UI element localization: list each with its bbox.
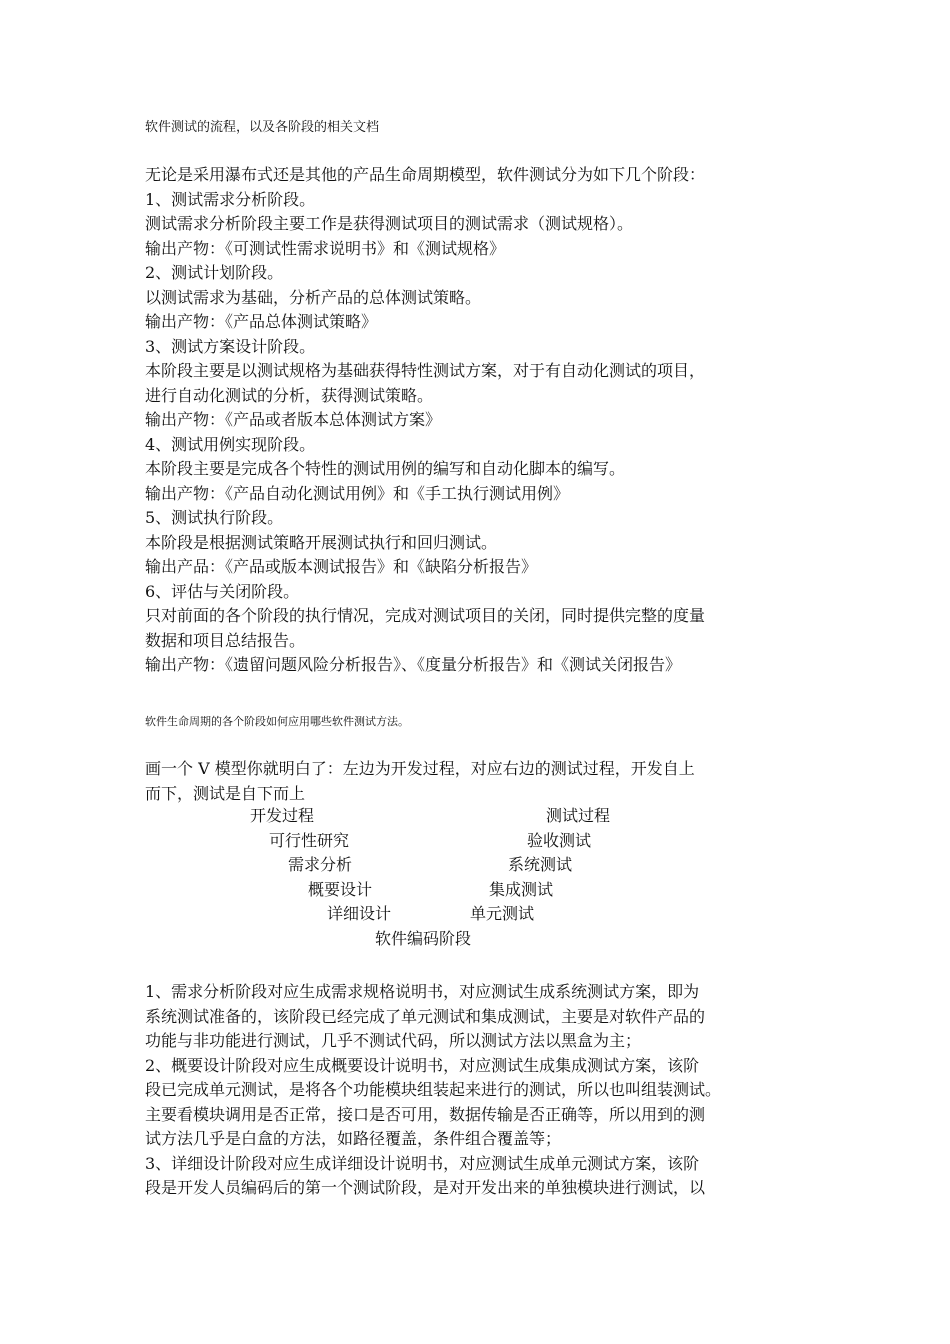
paragraph-line: 输出产品：《产品或版本测试报告》和《缺陷分析报告》	[145, 557, 538, 576]
paragraph-line: 无论是采用瀑布式还是其他的产品生命周期模型，软件测试分为如下几个阶段：	[145, 165, 706, 184]
v-right-test-process: 测试过程	[546, 806, 611, 825]
paragraph-line: 数据和项目总结报告。	[145, 630, 306, 650]
paragraph-line: 2、概要设计阶段对应生成概要设计说明书，对应测试生成集成测试方案，该阶	[145, 1055, 700, 1075]
paragraph-line: 画一个 V 模型你就明白了：左边为开发过程，对应右边的测试过程，开发自上	[145, 759, 695, 778]
section-test-process	[145, 163, 805, 678]
paragraph-line: 而下，测试是自下而上	[145, 783, 306, 803]
paragraph-line: 试方法几乎是白盒的方法，如路径覆盖，条件组合覆盖等；	[145, 1129, 562, 1148]
v-left-detailed-design: 详细设计	[327, 904, 392, 923]
v-left-requirements: 需求分析	[288, 855, 353, 874]
paragraph-line: 输出产物：《产品自动化测试用例》和《手工执行测试用例》	[145, 483, 570, 503]
paragraph-line: 进行自动化测试的分析，获得测试策略。	[145, 385, 434, 405]
v-left-dev-process: 开发过程	[250, 806, 315, 825]
paragraph-line: 6、评估与关闭阶段。	[145, 581, 300, 601]
paragraph-line: 1、测试需求分析阶段。	[145, 189, 316, 209]
paragraph-line: 功能与非功能进行测试，几乎不测试代码，所以测试方法以黑盒为主；	[145, 1031, 642, 1050]
v-bottom-coding: 软件编码阶段	[375, 929, 472, 948]
paragraph-line: 输出产物：《产品总体测试策略》	[145, 312, 378, 331]
paragraph-line: 5、测试执行阶段。	[145, 508, 284, 527]
paragraph-line: 本阶段主要是完成各个特性的测试用例的编写和自动化脚本的编写。	[145, 459, 626, 478]
section-heading: 软件生命周期的各个阶段如何应用哪些软件测试方法。	[145, 715, 409, 728]
paragraph-line: 只对前面的各个阶段的执行情况，完成对测试项目的关闭，同时提供完整的度量	[145, 606, 706, 625]
v-right-integration-test: 集成测试	[489, 880, 554, 899]
paragraph-line: 2、测试计划阶段。	[145, 263, 284, 282]
paragraph-line: 本阶段主要是以测试规格为基础获得特性测试方案，对于有自动化测试的项目，	[145, 361, 706, 380]
paragraph-line: 段已完成单元测试，是将各个功能模块组装起来进行的测试，所以也叫组装测试。	[145, 1080, 722, 1099]
paragraph-line: 段是开发人员编码后的第一个测试阶段，是对开发出来的单独模块进行测试，以	[145, 1178, 706, 1197]
paragraph-line: 4、测试用例实现阶段。	[145, 434, 316, 454]
section-methods	[145, 980, 805, 1201]
v-model-intro	[145, 757, 805, 806]
paragraph-line: 1、需求分析阶段对应生成需求规格说明书，对应测试生成系统测试方案，即为	[145, 982, 700, 1001]
paragraph-line: 系统测试准备的，该阶段已经完成了单元测试和集成测试，主要是对软件产品的	[145, 1006, 706, 1026]
v-right-unit-test: 单元测试	[470, 904, 535, 923]
paragraph-line: 3、测试方案设计阶段。	[145, 336, 316, 356]
v-left-feasibility: 可行性研究	[269, 831, 350, 850]
paragraph-line: 本阶段是根据测试策略开展测试执行和回归测试。	[145, 532, 498, 552]
paragraph-line: 测试需求分析阶段主要工作是获得测试项目的测试需求（测试规格）。	[145, 214, 634, 233]
v-right-system-test: 系统测试	[508, 855, 573, 874]
paragraph-line: 以测试需求为基础，分析产品的总体测试策略。	[145, 287, 482, 307]
paragraph-line: 输出产物：《可测试性需求说明书》和《测试规格》	[145, 238, 506, 258]
paragraph-line: 3、详细设计阶段对应生成详细设计说明书，对应测试生成单元测试方案，该阶	[145, 1153, 700, 1173]
paragraph-line: 输出产物：《遗留问题风险分析报告》、《度量分析报告》和《测试关闭报告》	[145, 655, 682, 674]
v-left-high-level-design: 概要设计	[308, 880, 373, 899]
v-right-acceptance-test: 验收测试	[527, 831, 592, 850]
paragraph-line: 输出产物：《产品或者版本总体测试方案》	[145, 410, 442, 429]
document-title: 软件测试的流程，以及各阶段的相关文档	[145, 120, 380, 135]
paragraph-line: 主要看模块调用是否正常，接口是否可用，数据传输是否正确等，所以用到的测	[145, 1104, 706, 1124]
